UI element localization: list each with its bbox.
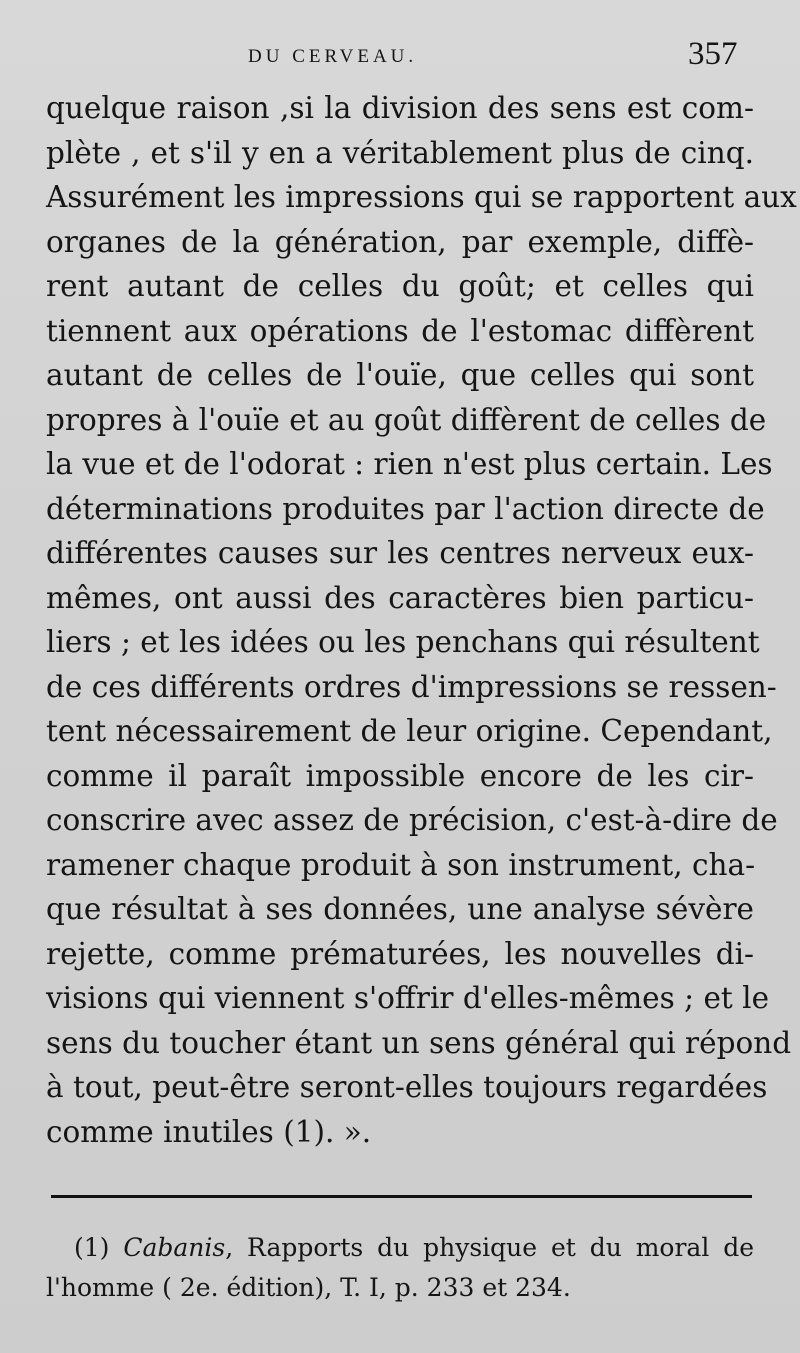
text-line: plète , et s'il y en a véritablement plus de cinq. xyxy=(46,135,754,170)
text-line: organes de la génération, par exemple, diffè- xyxy=(46,224,754,259)
text-line: Assurément les impressions qui se rapportent aux xyxy=(46,180,797,214)
footnote-divider xyxy=(51,1195,752,1198)
footnote-citation: , Rapports du physique et du moral de xyxy=(225,1233,755,1262)
text-line: propres à l'ouïe et au goût diffèrent de celles de xyxy=(46,402,767,437)
running-header xyxy=(0,36,800,80)
page-number: 357 xyxy=(688,36,738,72)
text-line: de ces différents ordres d'impressions se ressen- xyxy=(46,669,777,704)
footnote-line-2: l'homme ( 2e. édition), T. I, p. 233 et 234. xyxy=(46,1273,571,1302)
text-line: visions qui viennent s'offrir d'elles-mêmes ; et le xyxy=(46,981,770,1015)
text-line: autant de celles de l'ouïe, que celles qui sont xyxy=(46,358,754,392)
footnote-marker: (1) xyxy=(74,1233,110,1262)
text-line: déterminations produites par l'action directe de xyxy=(46,491,765,526)
footnote xyxy=(46,1228,754,1308)
text-line: mêmes, ont aussi des caractères bien particu- xyxy=(46,580,754,615)
text-line: liers ; et les idées ou les penchans qui résultent xyxy=(46,625,760,659)
footnote-author: Cabanis xyxy=(123,1233,226,1262)
text-line: tent nécessairement de leur origine. Cependant, xyxy=(46,714,773,748)
text-line: rejette, comme prématurées, les nouvelles di- xyxy=(46,936,754,971)
text-line: rent autant de celles du goût; et celles qui xyxy=(46,269,754,303)
running-title: DU CERVEAU. xyxy=(248,46,418,67)
text-line: quelque raison ,si la division des sens est com- xyxy=(46,91,754,125)
text-line: tiennent aux opérations de l'estomac diffèrent xyxy=(46,313,754,348)
text-line: ramener chaque produit à son instrument, cha- xyxy=(46,847,756,882)
text-line: à tout, peut-être seront-elles toujours regardées xyxy=(46,1070,768,1104)
footnote-line-1 xyxy=(46,1228,754,1268)
text-line: conscrire avec assez de précision, c'est-à-dire de xyxy=(46,803,778,837)
text-line: que résultat à ses données, une analyse sévère xyxy=(46,892,754,926)
text-line: comme il paraît impossible encore de les cir- xyxy=(46,758,754,793)
text-line: différentes causes sur les centres nerveux eux- xyxy=(46,536,754,570)
text-line-last: comme inutiles (1). ». xyxy=(46,1114,372,1149)
text-line: la vue et de l'odorat : rien n'est plus certain. Les xyxy=(46,447,773,481)
body-text xyxy=(46,86,797,1154)
text-line: sens du toucher étant un sens général qui répond xyxy=(46,1025,792,1060)
